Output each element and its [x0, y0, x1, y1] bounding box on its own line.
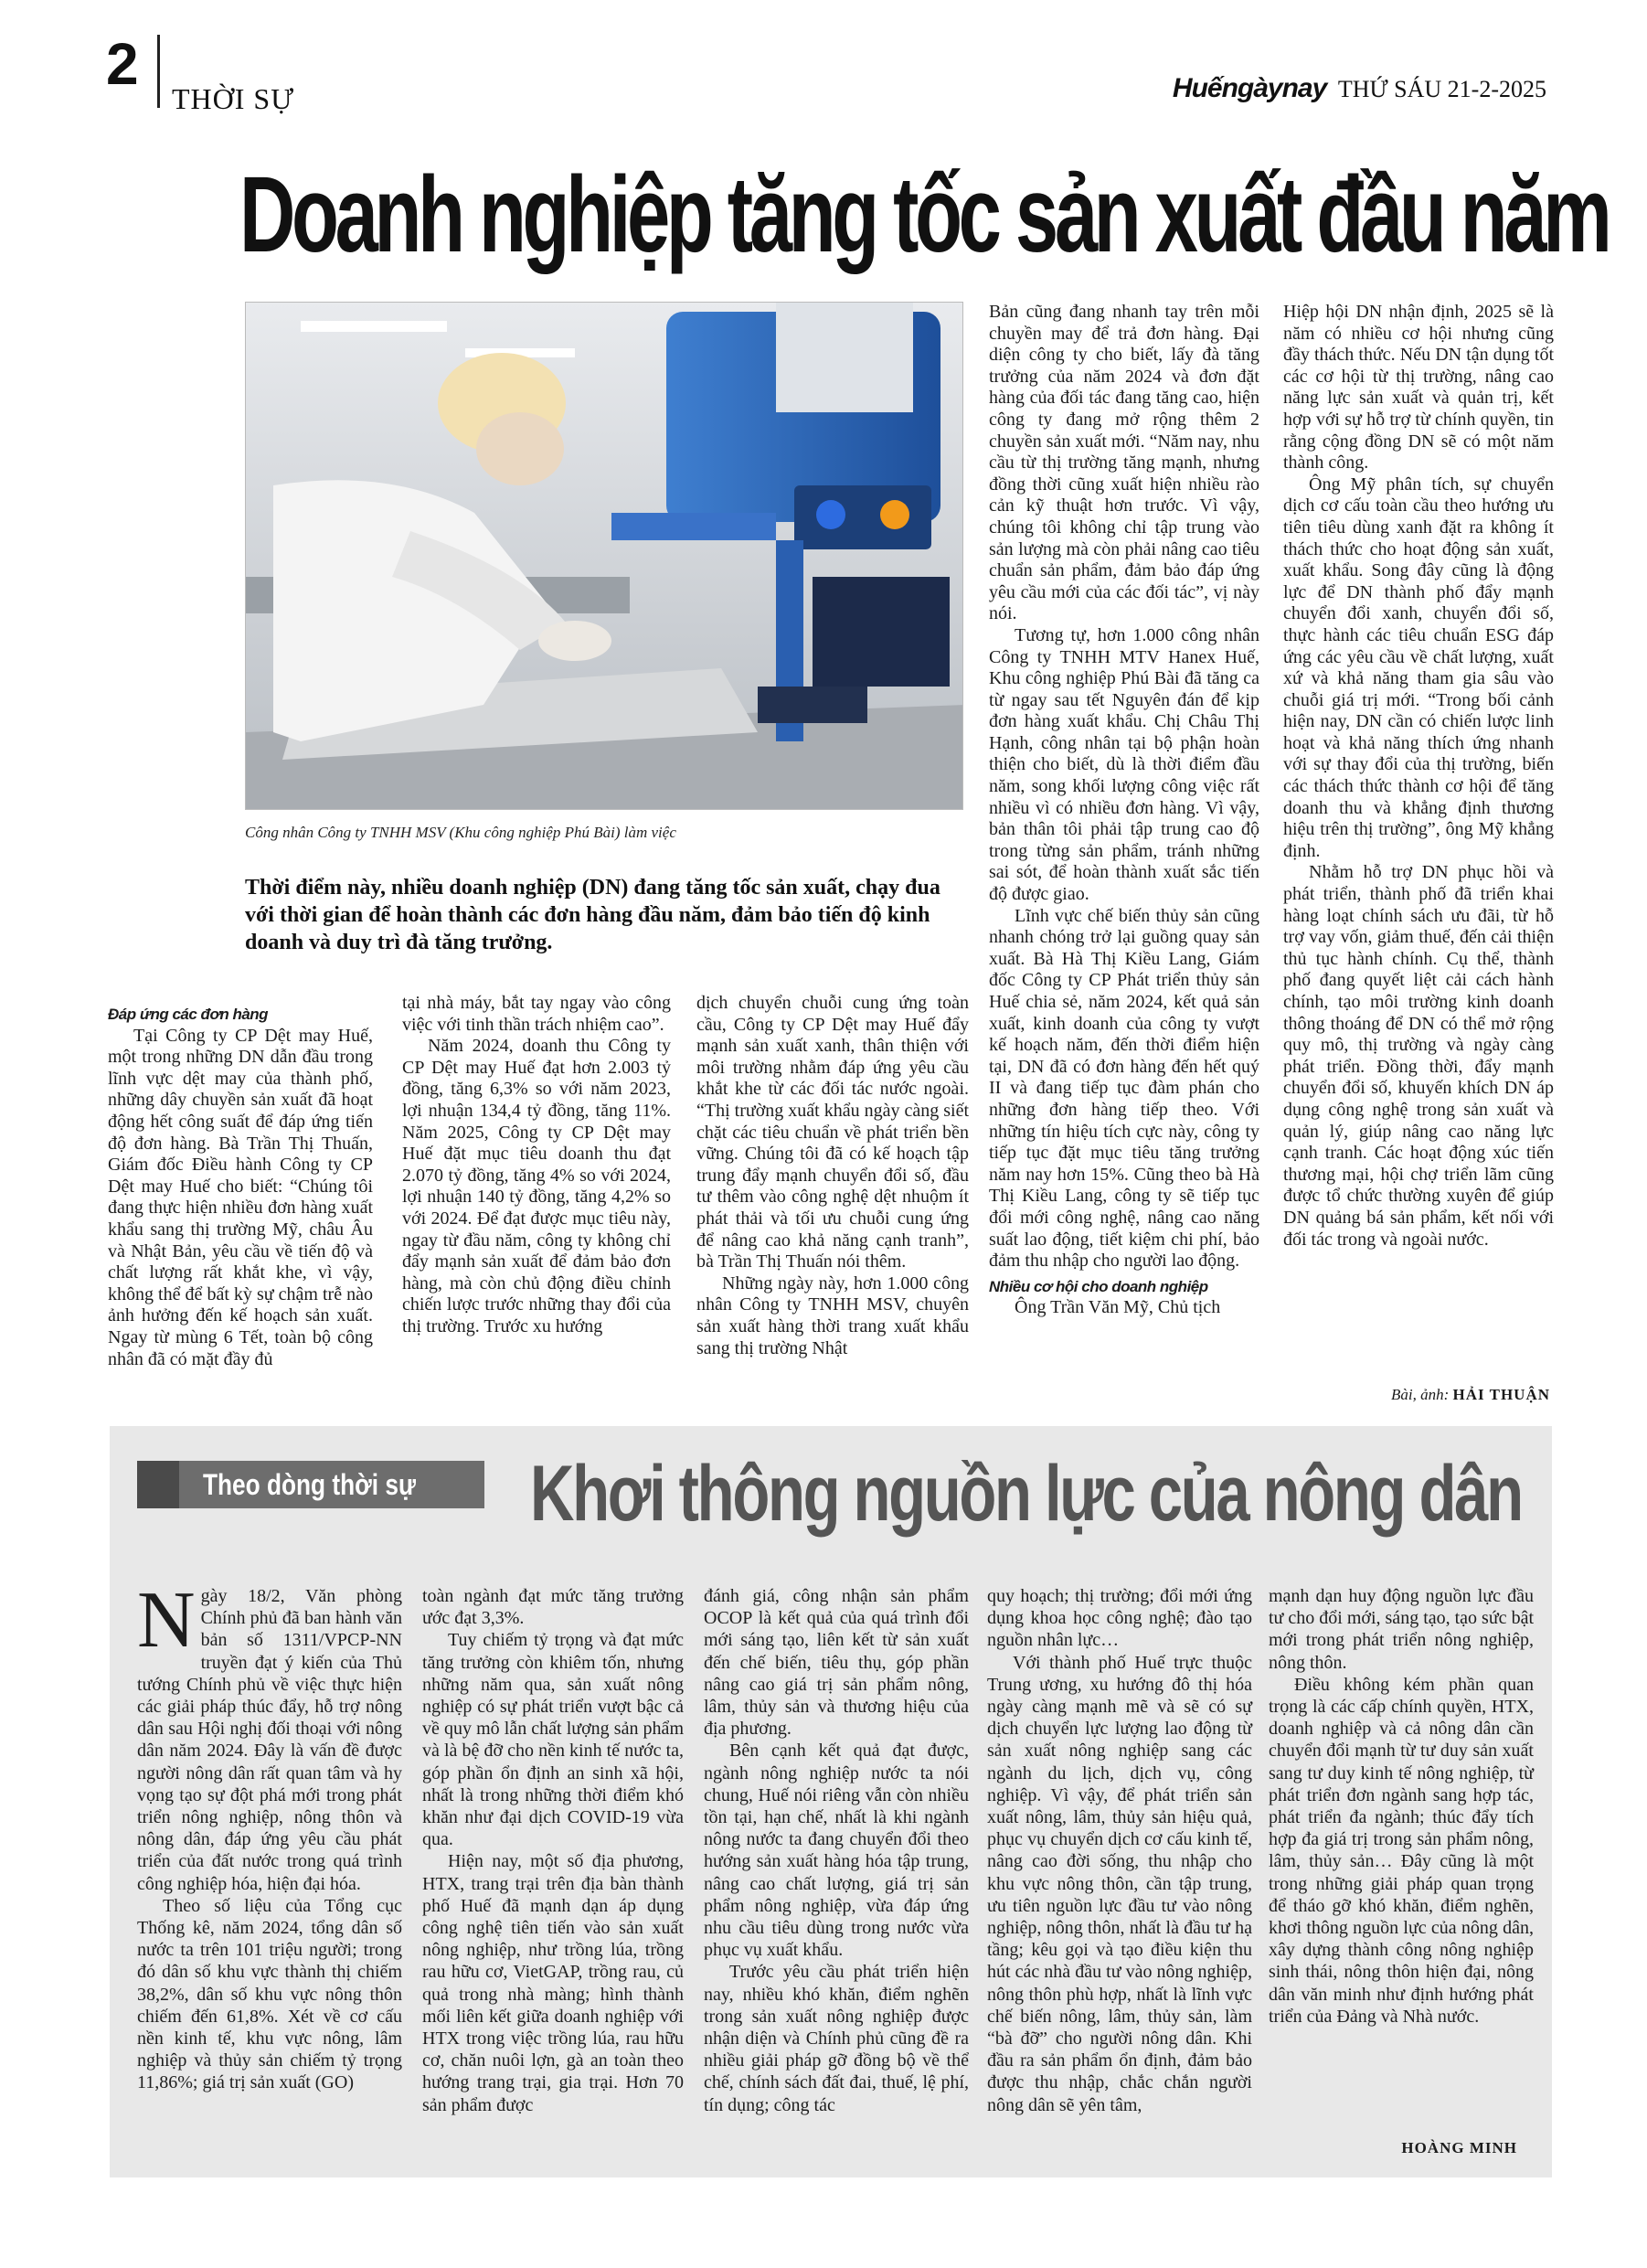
column-tag-label: Theo dòng thời sự: [203, 1468, 416, 1501]
paragraph: đánh giá, công nhận sản phẩm OCOP là kết quả của quá trình đổi mới sáng tạo, liên kết từ sản xuất đến chế biến, tiêu thụ, góp phần nâng cao giá trị sản phẩm nông, lâm, thủy sản và thương hiệu của địa phương.: [704, 1586, 969, 1740]
article-column-3: [696, 993, 969, 1359]
paragraph: Hiệp hội DN nhận định, 2025 sẽ là năm có nhiều cơ hội nhưng cũng đầy thách thức. Nếu DN tận dụng tốt các cơ hội từ thị trường, nâng cao năng lực sản xuất và quản trị, kết hợp với sự hỗ trợ từ chính quyền, tin rằng cộng đồng DN sẽ có một năm thành công.: [1283, 302, 1554, 474]
newspaper-brand: Huếngàynay: [1172, 73, 1327, 103]
paragraph: Ông Mỹ phân tích, sự chuyển dịch cơ cấu toàn cầu theo hướng ưu tiên tiêu dùng xanh đặt ra không ít thách thức cho hoạt động sản xuất, xuất khẩu. Song đây cũng là động lực để DN thành phố đẩy mạnh chuyển đổi xanh, chuyển đổi số, thực hành các tiêu chuẩn ESG đáp ứng các yêu cầu về chất lượng, xuất xứ và khả năng tham gia sâu vào chuỗi giá trị mới. “Trong bối cảnh hiện nay, DN cần có chiến lược linh hoạt và khả năng thích ứng nhanh với sự thay đổi của thị trường, biến các thách thức thành cơ hội để tăng doanh thu và khẳng định thương hiệu trên thị trường”, ông Mỹ khẳng định.: [1283, 474, 1554, 861]
paragraph: Điều không kém phần quan trọng là các cấp chính quyền, HTX, doanh nghiệp và cả nông dân cần chuyển đổi mạnh từ tư duy sản xuất sang tư duy kinh tế nông nghiệp, từ phát triển đơn ngành sang hợp tác, phát triển đa ngành; thúc đẩy tích hợp đa giá trị trong sản phẩm nông, lâm, thủy sản… Đây cũng là một trong những giải pháp quan trọng để tháo gỡ khó khăn, điểm nghẽn, khơi thông nguồn lực của nông dân, xây dựng thành công nông nghiệp sinh thái, nông thôn hiện đại, nông dân văn minh như định hướng phát triển của Đảng và Nhà nước.: [1269, 1674, 1534, 2027]
article-column-4: [989, 302, 1259, 1319]
paragraph: dịch chuyển chuỗi cung ứng toàn cầu, Công ty CP Dệt may Huế đẩy mạnh sản xuất xanh, thân thiện với môi trường nhằm đáp ứng yêu cầu khắt khe từ các đối tác nước ngoài. “Thị trường xuất khẩu ngày càng siết chặt các tiêu chuẩn về phát triển bền vững. Chúng tôi đã có kế hoạch tập trung đẩy mạnh chuyển đổi số, đầu tư thêm vào công nghệ dệt nhuộm ít phát thải và tối ưu chuỗi cung ứng để nâng cao khả năng cạnh tranh”, bà Trần Thị Thuấn nói thêm.: [696, 993, 969, 1272]
paragraph: Ông Trần Văn Mỹ, Chủ tịch: [1015, 1297, 1221, 1318]
paragraph: tại nhà máy, bắt tay ngay vào công việc với tinh thần trách nhiệm cao”.: [402, 993, 671, 1035]
paragraph: Trước yêu cầu phát triển hiện nay, nhiều khó khăn, điểm nghẽn trong sản xuất nông nghiệp được nhận diện và Chính phủ cũng đề ra nhiều giải pháp gỡ đồng bộ về thể chế, chính sách đất đai, thuế, lệ phí, tín dụng; công tác: [704, 1962, 969, 2115]
paragraph: mạnh dạn huy động nguồn lực đầu tư cho đổi mới, sáng tạo, tạo sức bật mới trong phát triển nông nghiệp, nông thôn.: [1269, 1586, 1534, 1673]
paragraph: Lĩnh vực chế biến thủy sản cũng nhanh chóng trở lại guồng quay sản xuất. Bà Hà Thị Kiều Lang, Giám đốc Công ty CP Phát triển thủy sản Huế chia sẻ, năm 2024, kết quả sản xuất, kinh doanh của công ty vượt kế hoạch năm, đến thời điểm hiện tại, DN đã có đơn hàng đến hết quý II và đang tiếp tục đàm phán cho những đơn hàng tiếp theo. Với những tín hiệu tích cực này, công ty tiếp tục đặt mục tiêu tăng trưởng năm nay hơn 15%. Cũng theo bà Hà Thị Kiều Lang, công ty sẽ tiếp tục đổi mới công nghệ, nâng cao năng suất lao động, tiết kiệm chi phí, bảo đảm thu nhập cho người lao động.: [989, 905, 1259, 1272]
header-divider: [157, 35, 160, 108]
paragraph: Tuy chiếm tỷ trọng và đạt mức tăng trưởng còn khiêm tốn, nhưng những năm qua, sản xuất nông nghiệp có sự phát triển vượt bậc cả về quy mô lẫn chất lượng sản phẩm và là bệ đỡ cho nền kinh tế nước ta, góp phần ổn định an sinh xã hội, nhất là trong những thời điểm khó khăn như đại dịch COVID-19 vừa qua.: [422, 1630, 684, 1850]
article-lead: Thời điểm này, nhiều doanh nghiệp (DN) đang tăng tốc sản xuất, chạy đua với thời gian để hoàn thành các đơn hàng đầu năm, đảm bảo tiến độ kinh doanh và duy trì đà tăng trưởng.: [245, 876, 940, 954]
paragraph: Tương tự, hơn 1.000 công nhân Công ty TNHH MTV Hanex Huế, Khu công nghiệp Phú Bài đã tăng ca từ ngay sau tết Nguyên đán để kịp đơn hàng xuất khẩu. Chị Châu Thị Hạnh, công nhân tại bộ phận hoàn thiện cho biết, dù là thời điểm đầu năm, song khối lượng công việc rất nhiều vì có nhiều đơn hàng. Vì vậy, bản thân tôi phải tập trung cao độ trong từng sản phẩm, tránh những sai sót, để hoàn thành xuất sắc tiến độ được giao.: [989, 624, 1259, 905]
paragraph: Ngày 18/2, Văn phòng Chính phủ đã ban hành văn bản số 1311/VPCP-NN truyền đạt ý kiến của Thủ tướng Chính phủ về việc thực hiện các giải pháp thúc đẩy, hỗ trợ nông dân sau Hội nghị đối thoại với nông dân năm 2024. Đây là vấn đề được người nông dân rất quan tâm và hy vọng tạo sự đột phá mới trong phát triển nông nghiệp, nông thôn và nông dân, đáp ứng yêu cầu phát triển của đất nước trong quá trình công nghiệp hóa, hiện đại hóa.: [137, 1576, 402, 1894]
subheading-opportunities: Nhiều cơ hội cho doanh nghiệp: [989, 1277, 1208, 1295]
paragraph: Tại Công ty CP Dệt may Huế, một trong những DN dẫn đầu trong lĩnh vực dệt may của thành phố, những dây chuyền sản xuất đã hoạt động hết công suất để đáp ứng tiến độ đơn hàng. Bà Trần Thị Thuấn, Giám đốc Điều hành Công ty CP Dệt may Huế cho biết: “Chúng tôi đang thực hiện nhiều đơn hàng xuất khẩu sang thị trường Mỹ, châu Âu và Nhật Bản, yêu cầu về tiến độ và chất lượng rất khắt khe, vì vậy, không thể để bất kỳ sự chậm trễ nào ảnh hưởng đến kế hoạch sản xuất. Ngay từ mùng 6 Tết, toàn bộ công nhân đã có mặt đầy đủ: [108, 1025, 373, 1369]
page-number: 2: [106, 31, 139, 97]
byline-label: Bài, ảnh:: [1391, 1386, 1450, 1403]
commentary-column-3: [704, 1585, 969, 2116]
commentary-column-4: [987, 1585, 1252, 2116]
drop-cap: N: [137, 1576, 196, 1665]
issue-date: THỨ SÁU 21-2-2025: [1337, 76, 1546, 102]
main-headline: Doanh nghiệp tăng tốc sản xuất đầu năm: [239, 154, 1609, 275]
commentary-column-1: [137, 1576, 402, 2094]
column-tag-accent: [137, 1461, 179, 1508]
commentary-byline: HOÀNG MINH: [1401, 2139, 1517, 2156]
paragraph: Bên cạnh kết quả đạt được, ngành nông nghiệp nước ta nói chung, Huế nói riêng vẫn còn nhiều tồn tại, hạn chế, nhất là khi ngành nông nước ta đang chuyển đổi theo hướng sản xuất hàng hóa tập trung, nâng cao chất lượng, giá trị sản phẩm nông nghiệp, vừa đáp ứng nhu cầu tiêu dùng trong nước vừa phục vụ xuất khẩu.: [704, 1741, 969, 1961]
article-byline: [1391, 1386, 1550, 1404]
masthead: [1173, 73, 1546, 104]
photo-caption: Công nhân Công ty TNHH MSV (Khu công nghiệp Phú Bài) làm việc: [245, 824, 676, 841]
paragraph: quy hoạch; thị trường; đổi mới ứng dụng khoa học công nghệ; đào tạo nguồn nhân lực…: [987, 1586, 1252, 1651]
article-photo: [245, 302, 963, 810]
commentary-headline: Khơi thông nguồn lực của nông dân: [530, 1450, 1522, 1538]
paragraph: Hiện nay, một số địa phương, HTX, trang trại trên địa bàn thành phố Huế đã mạnh dạn áp dụng công nghệ tiên tiến vào sản xuất nông nghiệp, như trồng lúa, trồng rau hữu cơ, VietGAP, trồng rau, củ quả trong nhà màng; hình thành mối liên kết giữa doanh nghiệp với HTX trong việc trồng lúa, rau hữu cơ, chăn nuôi lợn, gà an toàn theo hướng trang trại, gia trại. Hơn 70 sản phẩm được: [422, 1851, 684, 2115]
section-name: THỜI SỰ: [172, 82, 295, 115]
paragraph: Bản cũng đang nhanh tay trên mỗi chuyền may để trả đơn hàng. Đại diện công ty cho biết, lấy đà tăng trưởng của năm 2024 và đơn đặt hàng của đối tác đang tăng cao, hiện công ty đang mở rộng thêm 2 chuyền sản xuất mới. “Năm nay, nhu cầu từ thị trường tăng mạnh, nhưng đồng thời cũng xuất hiện nhiều rào cản kỹ thuật hơn trước. Vì vậy, chúng tôi không chỉ tập trung vào sản lượng mà còn phải nâng cao tiêu chuẩn sản phẩm, đảm bảo đáp ứng yêu cầu mới của các đối tác”, vị này nói.: [989, 302, 1259, 624]
article-column-1: [108, 1000, 373, 1370]
byline-author: HẢI THUẬN: [1452, 1386, 1550, 1403]
paragraph: Nhằm hỗ trợ DN phục hồi và phát triển, thành phố đã triển khai hàng loạt chính sách ưu đãi, từ hỗ trợ vay vốn, giảm thuế, đến cải thiện thủ tục hành chính. Cụ thể, thành phố đang quyết liệt cải cách hành chính, tạo môi trường kinh doanh thông thoáng để DN có thể mở rộng quy mô, thị trường và ngày càng phát triển. Đồng thời, đẩy mạnh chuyển đổi số, khuyến khích DN áp dụng công nghệ trong sản xuất và quản lý, giúp nâng cao năng lực cạnh tranh. Các hoạt động xúc tiến thương mại, hội chợ triển lãm cũng được tổ chức thường xuyên để giúp DN quảng bá sản phẩm, kết nối với đối tác trong và ngoài nước.: [1283, 862, 1554, 1250]
commentary-column-5: [1269, 1585, 1534, 2028]
factory-worker-image: [246, 303, 963, 810]
paragraph: Với thành phố Huế trực thuộc Trung ương, xu hướng đô thị hóa ngày càng mạnh mẽ và sẽ có sự dịch chuyển lực lượng lao động từ sản xuất nông nghiệp sang các ngành du lịch, dịch vụ, công nghiệp. Vì vậy, để phát triển sản xuất nông, lâm, thủy sản hiệu quả, phục vụ chuyển dịch cơ cấu kinh tế, nâng cao đời sống, thu nhập cho khu vực nông thôn, cần tập trung, ưu tiên nguồn lực đầu tư vào nông nghiệp, nông thôn, nhất là đầu tư hạ tầng; kêu gọi và tạo điều kiện thu hút các nhà đầu tư vào nông nghiệp, nông thôn phù hợp, nhất là lĩnh vực chế biến nông, lâm, thủy sản, làm “bà đỡ” cho người nông dân. Khi đầu ra sản phẩm ổn định, đảm bảo được thu nhập, chắc chắn người nông dân sẽ yên tâm,: [987, 1652, 1252, 2115]
paragraph: toàn ngành đạt mức tăng trưởng ước đạt 3,3%.: [422, 1586, 684, 1629]
subheading-orders: Đáp ứng các đơn hàng: [108, 1006, 269, 1023]
paragraph: Theo số liệu của Tổng cục Thống kê, năm 2024, tổng dân số nước ta trên 101 triệu người; trong đó dân số khu vực thành thị chiếm 38,2%, dân số khu vực nông thôn chiếm đến 61,8%. Xét về cơ cấu nền kinh tế, khu vực nông, lâm nghiệp và thủy sản chiếm tỷ trọng 11,86%; giá trị sản xuất (GO): [137, 1895, 402, 2093]
commentary-column-2: [422, 1585, 684, 2116]
paragraph: Năm 2024, doanh thu Công ty CP Dệt may Huế đạt hơn 2.003 tỷ đồng, tăng 6,3% so với năm 2023, lợi nhuận 134,4 tỷ đồng, tăng 11%. Năm 2025, Công ty CP Dệt may Huế đặt mục tiêu doanh thu đạt 2.070 tỷ đồng, tăng 4% so với 2024, lợi nhuận 140 tỷ đồng, tăng 4,2% so với 2024. Để đạt được mục tiêu này, ngay từ đầu năm, công ty không chỉ đẩy mạnh sản xuất để đảm bảo đơn hàng, mà còn chủ động điều chỉnh chiến lược trước những thay đổi của thị trường. Trước xu hướng: [402, 1036, 671, 1336]
article-column-2: [402, 993, 671, 1338]
paragraph: Những ngày này, hơn 1.000 công nhân Công ty TNHH MSV, chuyên sản xuất hàng thời trang xuất khẩu sang thị trường Nhật: [696, 1272, 969, 1358]
article-column-5: [1283, 302, 1554, 1251]
